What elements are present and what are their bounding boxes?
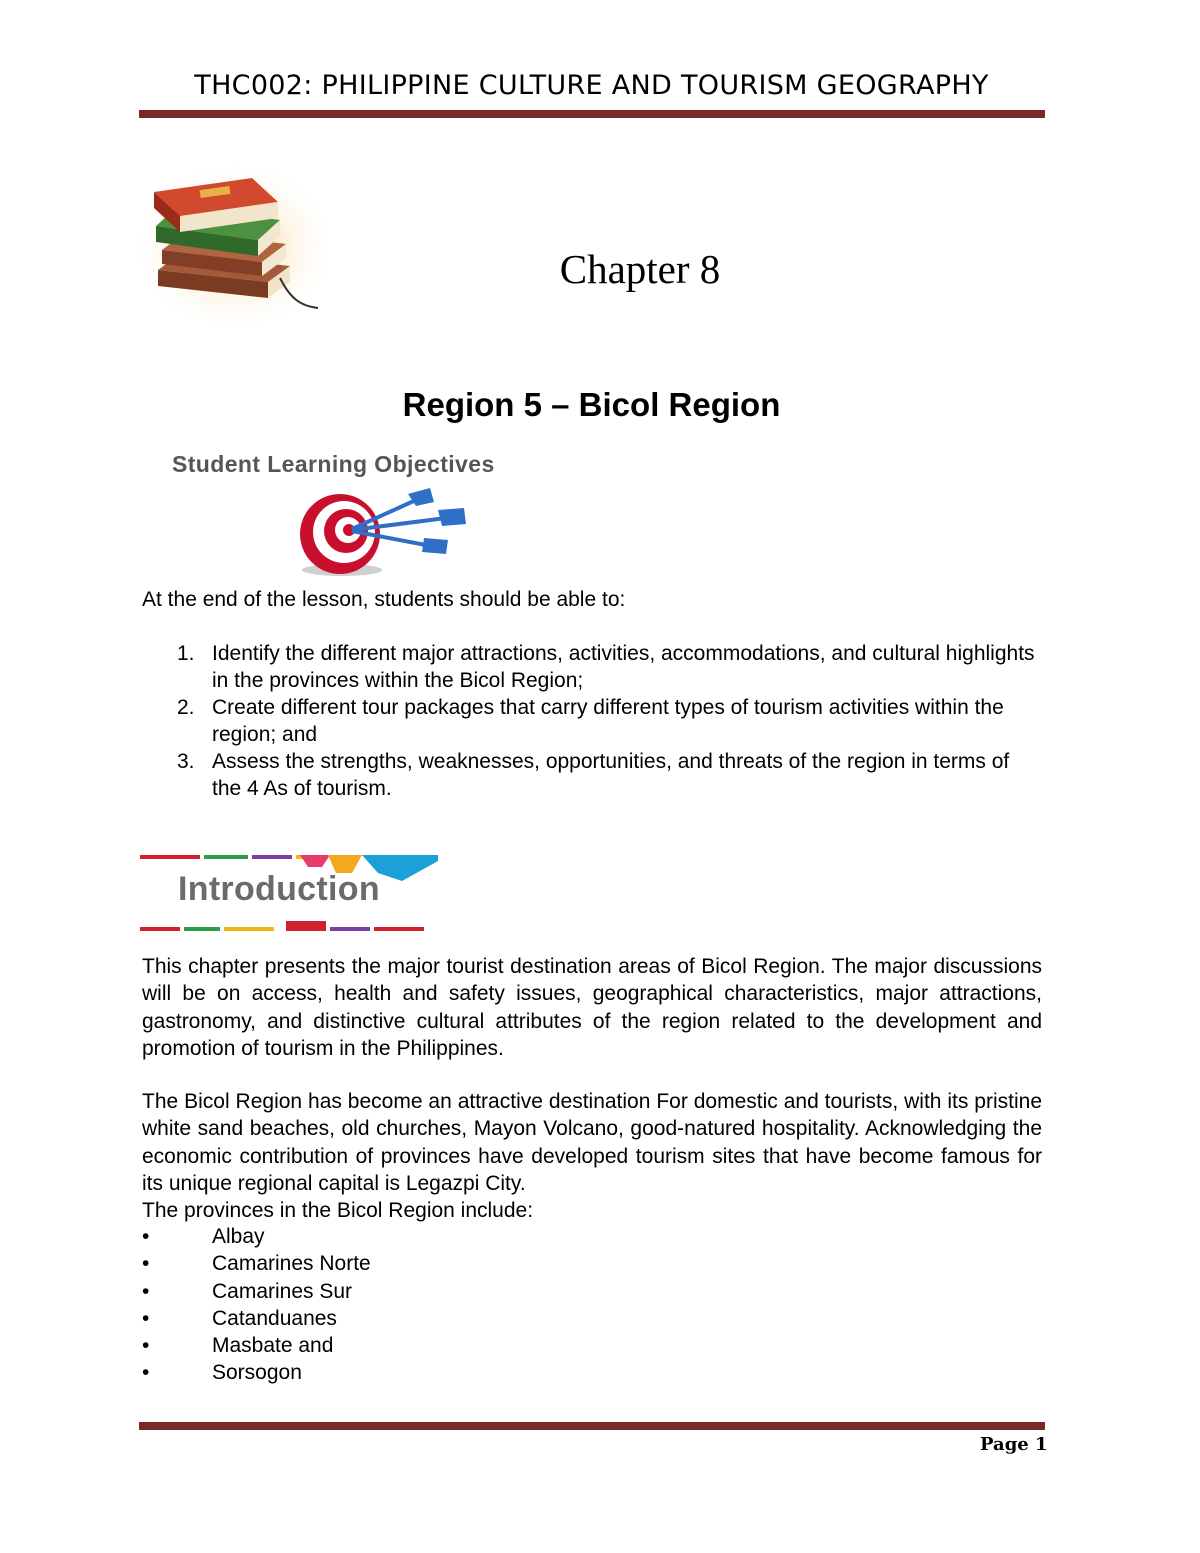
objective-text: Create different tour packages that carry different types of tourism activities within the region; and [212,696,1004,746]
bullet: • [142,1306,150,1330]
objective-number: 2. [177,696,195,719]
objective-item [142,694,1042,748]
objective-text: Assess the strengths, weaknesses, opportunities, and threats of the region in terms of the 4 As of tourism. [212,750,1010,800]
province-name: Camarines Sur [212,1279,353,1303]
list-item [142,1332,371,1359]
page-number: Page 1 [980,1434,1048,1455]
running-header: THC002: PHILIPPINE CULTURE AND TOURISM GEOGRAPHY [194,70,989,101]
list-item [142,1250,371,1277]
objective-number: 3. [177,750,195,773]
bullet: • [142,1252,150,1276]
objective-item [142,748,1042,802]
books-stack-illustration [140,158,330,328]
header-rule [139,110,1045,118]
bullet: • [142,1361,150,1385]
objective-item [142,640,1042,694]
objectives-intro: At the end of the lesson, students should be able to: [142,588,626,611]
list-item [142,1278,371,1305]
chapter-title: Chapter 8 [559,246,721,292]
intro-paragraph-2: The Bicol Region has become an attractive destination For domestic and tourists, with its pristine white sand beaches, old churches, Mayon Volcano, good-natured hospitality. Acknowledging the economic contribution of provinces have developed tourism sites that have become famous for its unique regional capital is Legazpi City. [142,1090,1042,1195]
objectives-banner-title: Student Learning Objectives [172,451,495,477]
province-name: Albay [212,1225,265,1248]
province-name: Camarines Norte [212,1252,371,1276]
objective-number: 1. [177,642,195,665]
province-name: Masbate and [212,1334,334,1358]
intro-paragraph-1: This chapter presents the major tourist destination areas of Bicol Region. The major discussions will be on access, health and safety issues, geographical characteristics, major attractions, gastronomy, and distinctive cultural attributes of the region related to the development and promotion of tourism in the Philippines. [142,955,1042,1060]
province-name: Catanduanes [212,1306,337,1330]
target-darts-illustration [296,486,481,578]
provinces-list [142,1223,371,1387]
provinces-lead: The provinces in the Bicol Region include: [142,1199,534,1222]
objective-text: Identify the different major attractions, activities, accommodations, and cultural highlights in the provinces within the Bicol Region; [212,642,1035,692]
region-title: Region 5 – Bicol Region [402,386,781,423]
province-name: Sorsogon [212,1361,302,1385]
footer-rule [139,1422,1045,1430]
bullet: • [142,1334,150,1358]
list-item [142,1305,371,1332]
bullet: • [142,1225,150,1248]
list-item [142,1223,371,1250]
introduction-banner-title: Introduction [178,870,380,908]
objectives-list [142,640,1042,802]
bullet: • [142,1279,150,1303]
list-item [142,1359,371,1386]
